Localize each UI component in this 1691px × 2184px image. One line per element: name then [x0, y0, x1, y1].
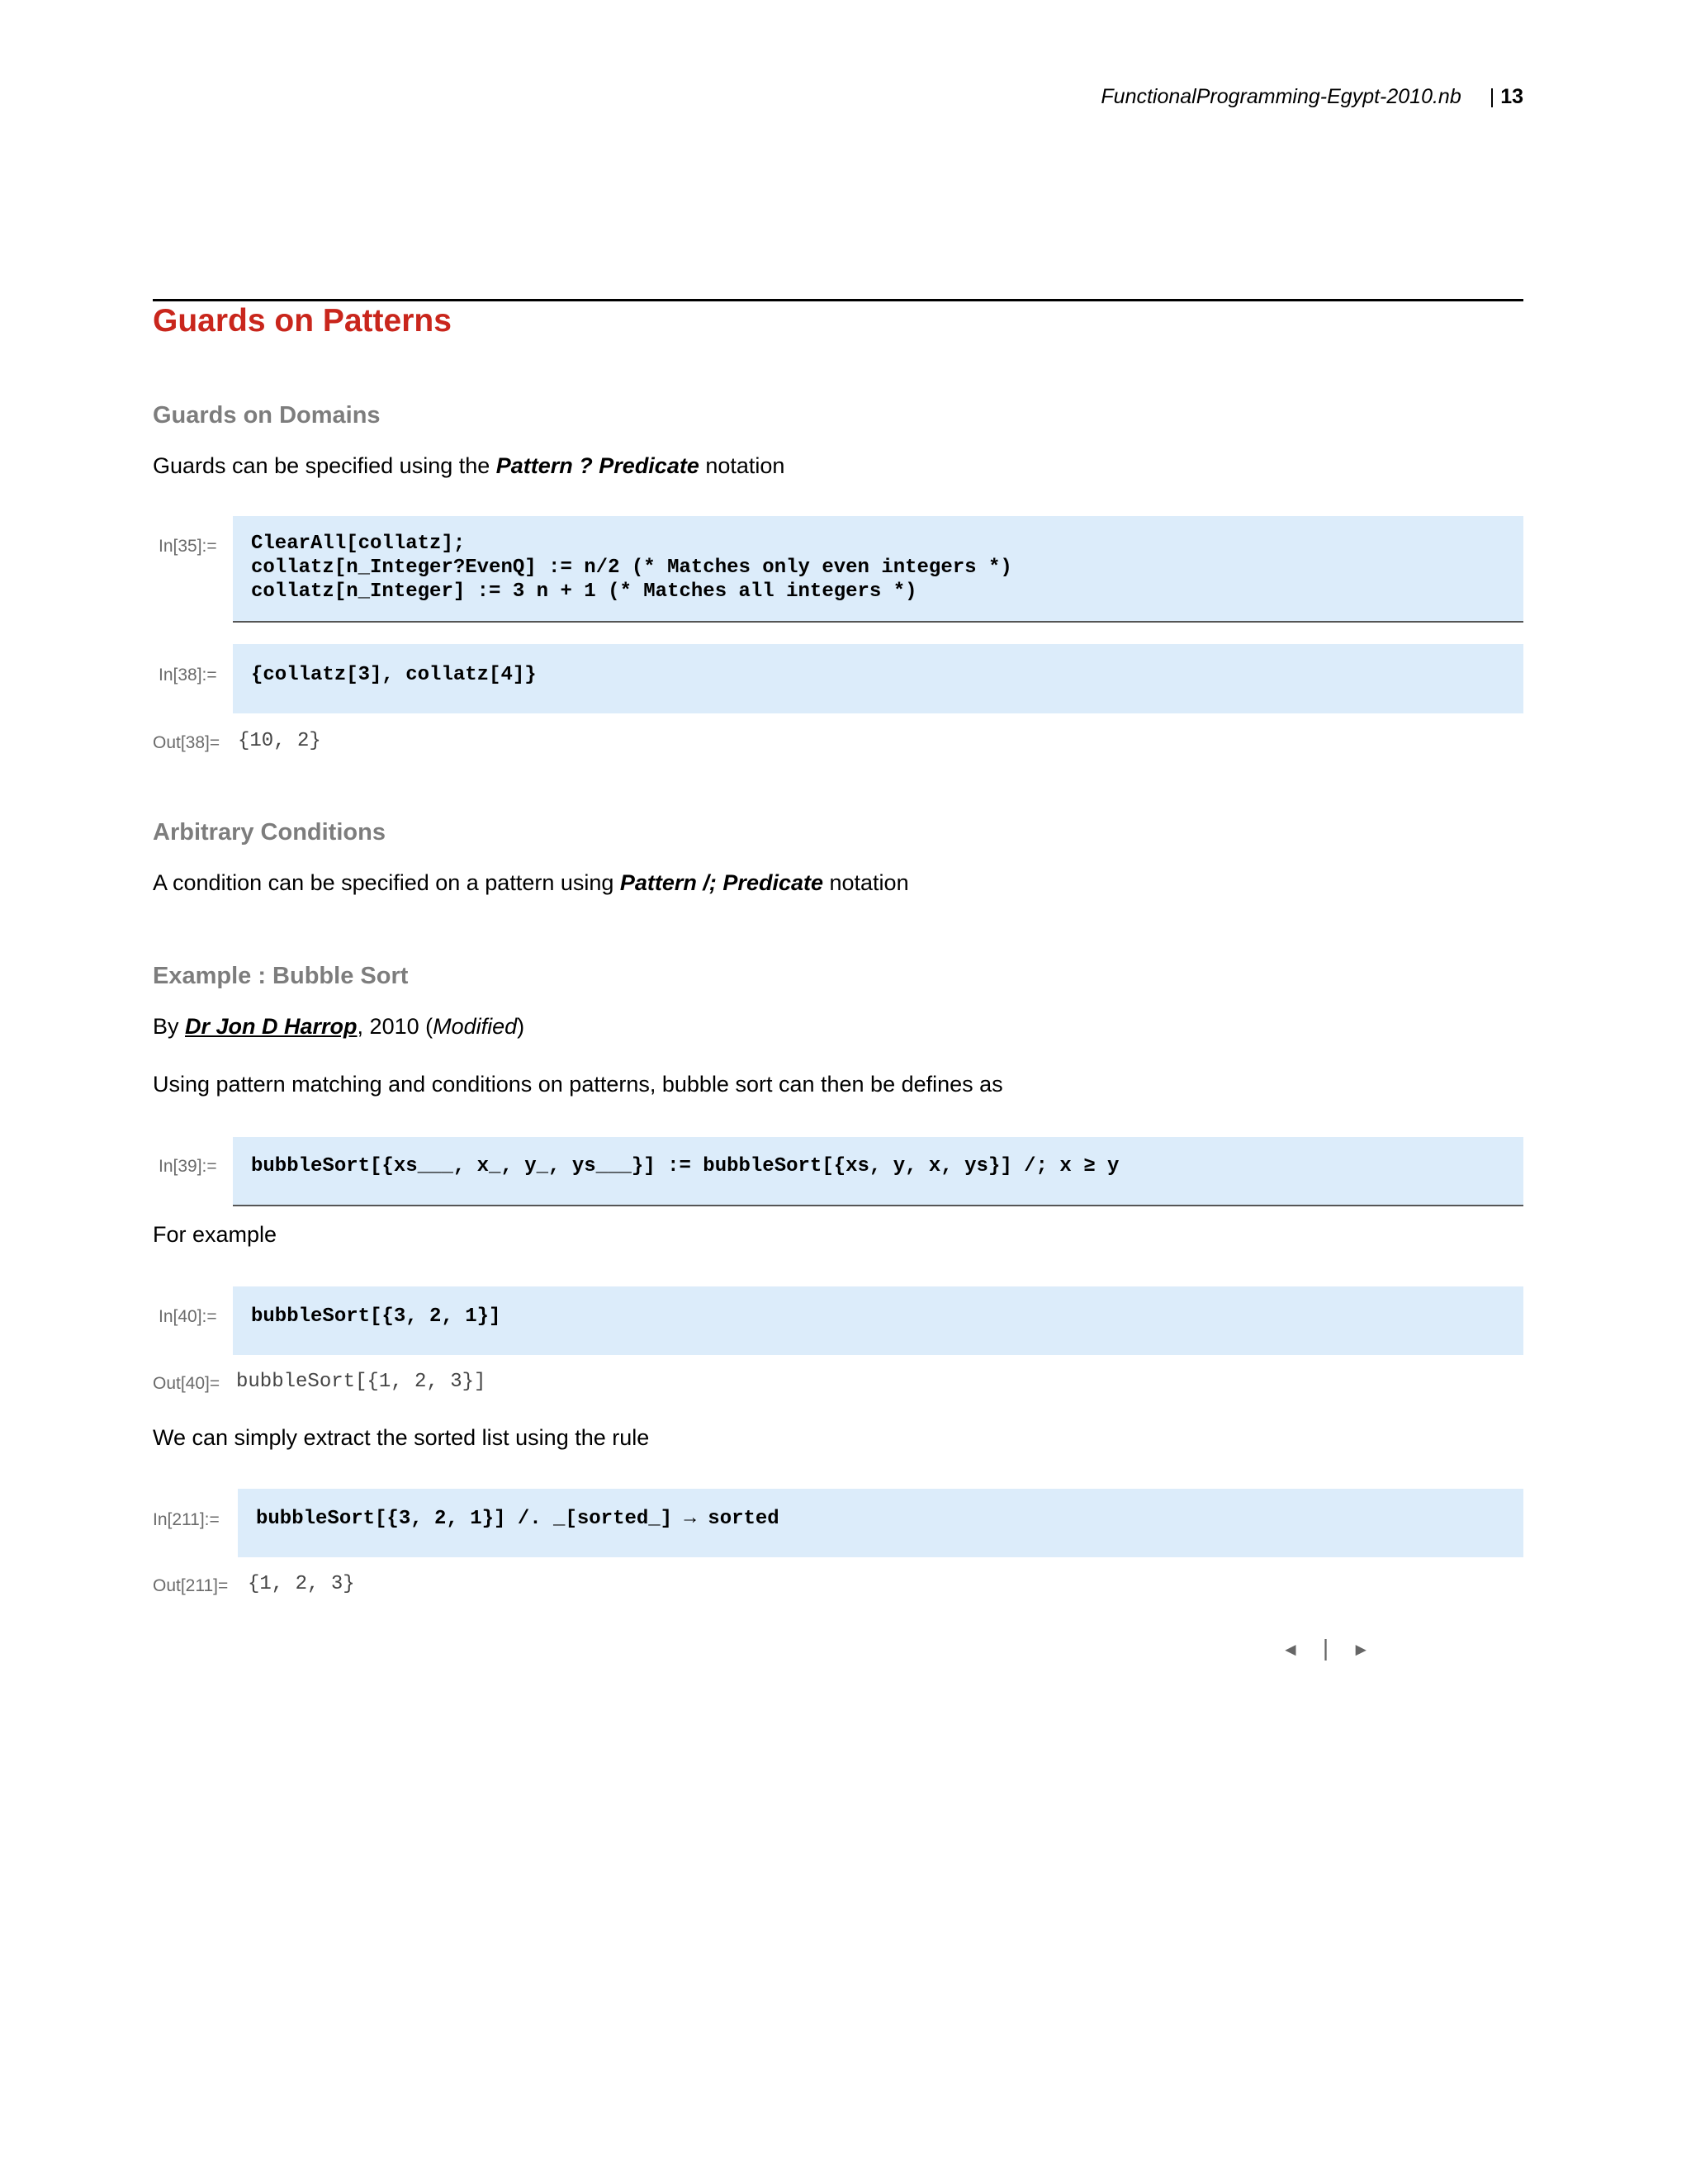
out40-label: Out[40]=: [153, 1374, 220, 1393]
input-cell-38[interactable]: [233, 644, 1523, 713]
author-line: [153, 1014, 524, 1040]
input-cell-39[interactable]: [233, 1137, 1523, 1206]
bubble-description: Using pattern matching and conditions on patterns, bubble sort can then be defines as: [153, 1072, 1003, 1097]
input-code[interactable]: bubbleSort[{xs___, x_, y_, ys___}] := bubbleSort[{xs, y, x, ys}] /; x ≥ y: [251, 1155, 1120, 1177]
for-example-text: For example: [153, 1222, 277, 1247]
output-211: {1, 2, 3}: [248, 1573, 355, 1595]
text-segment: notation: [699, 453, 785, 478]
next-page-icon[interactable]: ►: [1352, 1639, 1371, 1660]
extract-description: We can simply extract the sorted list using the rule: [153, 1425, 650, 1450]
output-40: bubbleSort[{1, 2, 3}]: [236, 1371, 486, 1393]
page-navigation: [1281, 1635, 1370, 1661]
subsection-arbitrary-conditions[interactable]: Arbitrary Conditions: [153, 819, 386, 846]
nav-divider: |: [1322, 1635, 1329, 1661]
text-segment: ): [517, 1014, 525, 1039]
guards-description: [153, 453, 784, 479]
input-code[interactable]: {collatz[3], collatz[4]}: [251, 664, 537, 686]
pattern-predicate-term: Pattern ? Predicate: [495, 453, 699, 478]
text-segment: By: [153, 1014, 186, 1039]
text-segment: notation: [823, 870, 909, 895]
input-code[interactable]: ClearAll[collatz]; collatz[n_Integer?EvenQ] := n/2 (* Matches only even integers *) collatz[n_Integer] := 3 n + 1 (* Matches all integers *): [251, 533, 1012, 603]
section-divider: [153, 299, 1523, 301]
author-link[interactable]: Dr Jon D Harrop: [185, 1014, 358, 1039]
text-segment: , 2010 (: [357, 1014, 433, 1039]
in39-label: In[39]:=: [159, 1157, 217, 1176]
input-cell-211[interactable]: [238, 1489, 1523, 1557]
in35-label: In[35]:=: [159, 537, 217, 556]
pattern-condition-term: Pattern /; Predicate: [619, 870, 823, 895]
subsection-bubble-sort[interactable]: Example : Bubble Sort: [153, 963, 409, 989]
out211-label: Out[211]=: [153, 1576, 229, 1595]
modified-note: Modified: [433, 1014, 518, 1039]
input-cell-40[interactable]: [233, 1286, 1523, 1355]
text-segment: A condition can be specified on a pattern using: [153, 870, 620, 895]
input-cell-35[interactable]: [233, 516, 1523, 623]
input-code[interactable]: bubbleSort[{3, 2, 1}]: [251, 1305, 501, 1328]
in40-label: In[40]:=: [159, 1307, 217, 1326]
in211-label: In[211]:=: [153, 1510, 220, 1529]
header-separator: |: [1489, 85, 1495, 108]
page-number: 13: [1500, 85, 1523, 108]
notebook-filename: FunctionalProgramming-Egypt-2010.nb: [1101, 85, 1461, 108]
subsection-guards-on-domains[interactable]: Guards on Domains: [153, 402, 381, 429]
page-header: [1101, 85, 1523, 109]
section-title[interactable]: Guards on Patterns: [153, 303, 452, 339]
arbitrary-description: [153, 870, 909, 896]
text-segment: Guards can be specified using the: [153, 453, 496, 478]
in38-label: In[38]:=: [159, 666, 217, 685]
output-38: {10, 2}: [238, 730, 321, 752]
out38-label: Out[38]=: [153, 733, 220, 752]
input-code[interactable]: bubbleSort[{3, 2, 1}] /. _[sorted_] → sorted: [256, 1508, 779, 1530]
previous-page-icon[interactable]: ◄: [1281, 1639, 1300, 1660]
